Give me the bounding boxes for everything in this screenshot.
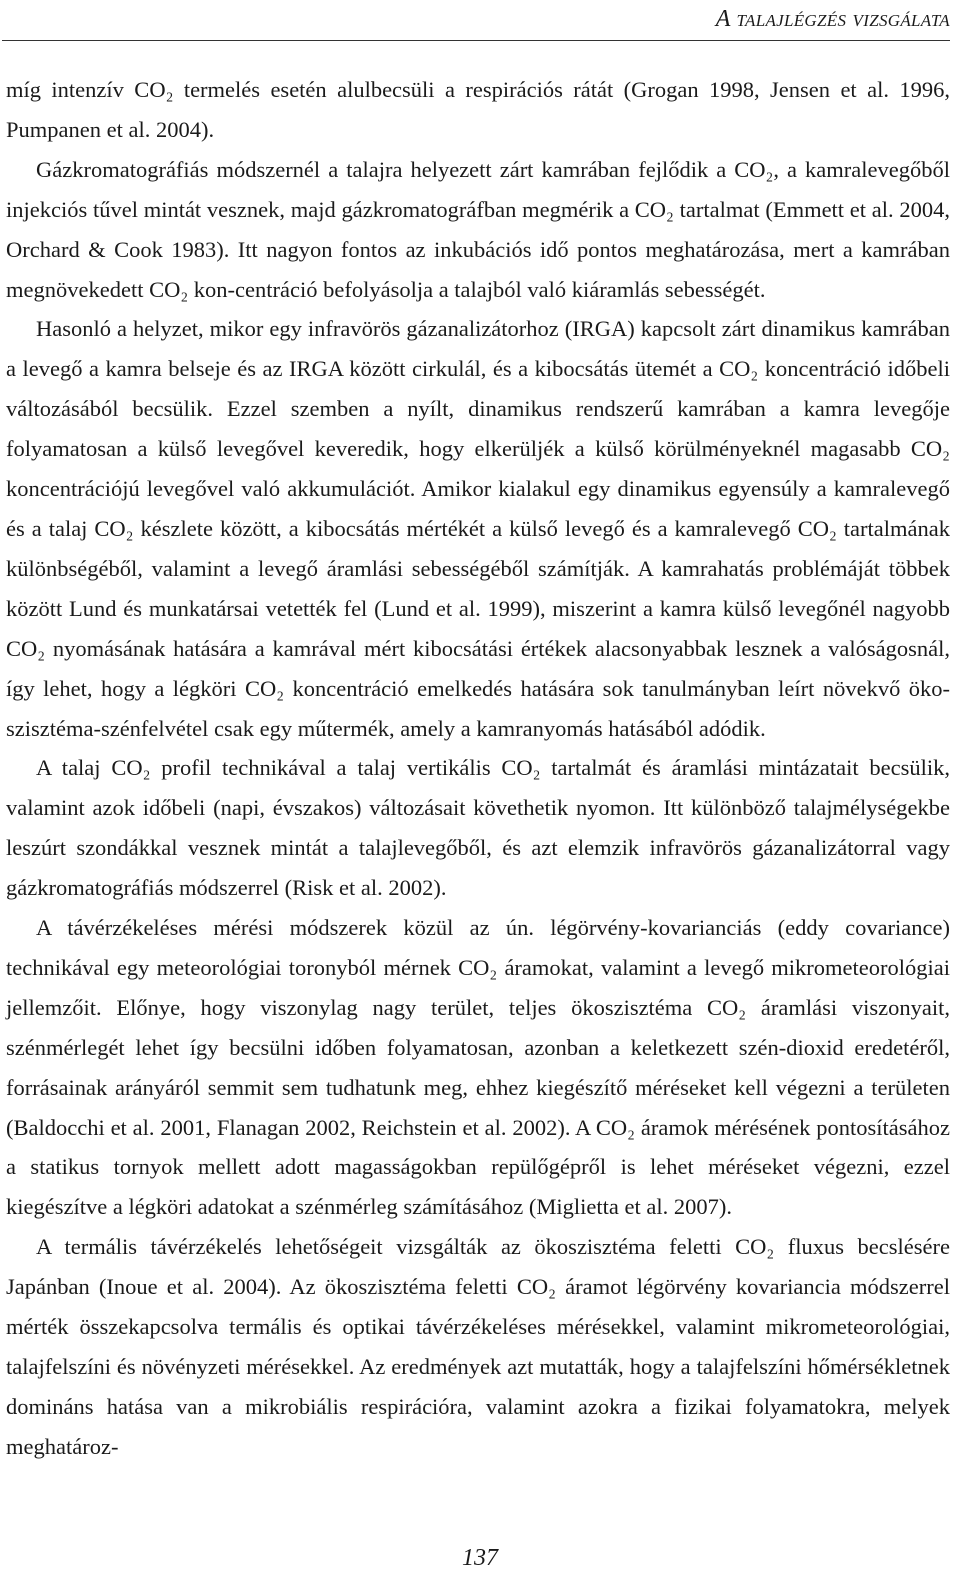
running-head-title: A talajlégzés vizsgálata xyxy=(715,6,950,32)
paragraph-1: míg intenzív CO₂ termelés esetén alulbecsüli a respirációs rátát (Grogan 1998, Jensen et al. 1996, Pumpanen et al. 2004). xyxy=(6,77,950,142)
page-number: 137 xyxy=(462,1545,498,1571)
running-head xyxy=(716,2,950,36)
paragraph-4: A talaj CO₂ profil technikával a talaj vertikális CO₂ tartalmát és áramlási mintázatait becsülik, valamint azok időbeli (napi, évszakos) változásait követhetik nyomon. Itt különböző talajmélységekbe leszúrt szondákkal vesznek mintát a talajlevegőből, és azt elemzik infravörös gázanalizátorral vagy gázkromatográfiás módszerrel (Risk et al. 2002). xyxy=(6,755,950,901)
paragraph-5: A távérzékeléses mérési módszerek közül az ún. légörvény-kovarianciás (eddy covariance) technikával egy meteorológiai toronyból mérnek CO₂ áramokat, valamint a levegő mikrometeorológiai jellemzőit. Előnye, hogy viszonylag nagy terület, teljes ökoszisztéma CO₂ áramlási viszonyait, szénmérlegét lehet így becsülni időben folyamatosan, azonban a keletkezett szén-dioxid eredetéről, forrásainak arányáról semmit sem tudhatunk meg, ehhez kiegészítő méréseket kell végezni a területen (Baldocchi et al. 2001, Flanagan 2002, Reichstein et al. 2002). A CO₂ áramok mérésének pontosításához a statikus tornyok mellett adott magasságokban repülőgépről is lehet méréseket végezni, ezzel kiegészítve a légköri adatokat a szénmérleg számításához (Miglietta et al. 2007). xyxy=(6,915,950,1220)
body-text xyxy=(6,70,950,1467)
paragraph-2: Gázkromatográfiás módszernél a talajra helyezett zárt kamrában fejlődik a CO₂, a kamralevegőből injekciós tűvel mintát vesznek, majd gázkromatográfban megmérik a CO₂ tartalmat (Emmett et al. 2004, Orchard & Cook 1983). Itt nagyon fontos az inkubációs idő pontos meghatározása, mert a kamrában megnövekedett CO₂ kon-centráció befolyásolja a talajból való kiáramlás sebességét. xyxy=(6,156,950,302)
paragraph-3: Hasonló a helyzet, mikor egy infravörös gázanalizátorhoz (IRGA) kapcsolt zárt dinamikus kamrában a levegő a kamra belseje és az IRGA között cirkulál, és a kibocsátás ütemét a CO₂ koncentráció időbeli változásából becsülik. Ezzel szemben a nyílt, dinamikus rendszerű kamrában a kamra levegője folyamatosan a külső levegővel keveredik, hogy elkerüljék a külső körülményeknél magasabb CO₂ koncentrációjú levegővel való akkumulációt. Amikor kialakul egy dinamikus egyensúly a kamralevegő és a talaj CO₂ készlete között, a kibocsátás mértékét a külső levegő és a kamralevegő CO₂ tartalmának különbségéből, valamint a levegő áramlási sebességéből számítják. A kamrahatás problémáját többek között Lund és munkatársai vetették fel (Lund et al. 1999), miszerint a kamra külső levegőnél nagyobb CO₂ nyomásának hatására a kamrával mért kibocsátási értékek alacsonyabbak lesznek a valóságosnál, így lehet, hogy a légköri CO₂ koncentráció emelkedés hatására sok tanulmányban leírt növekvő ökoszisztéma-szénfelvétel csak egy műtermék, amely a kamranyomás hatásából adódik. xyxy=(6,316,950,741)
header-rule xyxy=(2,40,950,41)
paragraph-6: A termális távérzékelés lehetőségeit vizsgálták az ökoszisztéma feletti CO₂ fluxus becslésére Japánban (Inoue et al. 2004). Az ökoszisztéma feletti CO₂ áramot légörvény kovariancia módszerrel mérték összekapcsolva termális és optikai távérzékeléses mérésekkel, valamint mikrometeorológiai, talajfelszíni és növényzeti mérésekkel. Az eredmények azt mutatták, hogy a talajfelszíni hőmérsékletnek domináns hatása van a mikrobiális respirációra, valamint azokra a fizikai folyamatokra, melyek meghatároz- xyxy=(6,1234,950,1459)
